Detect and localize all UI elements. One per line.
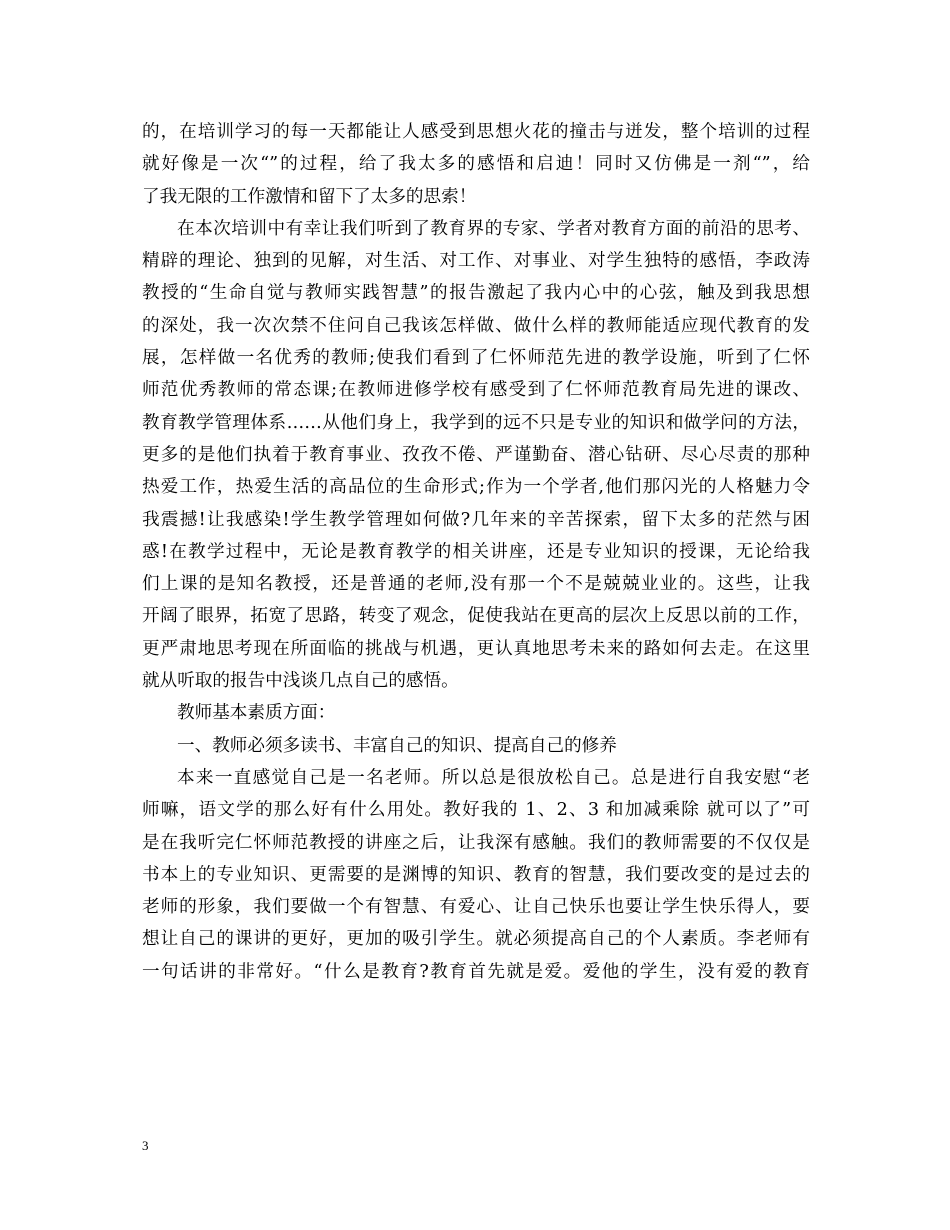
text-line: 师嘛，语文学的那么好有什么用处。教好我的 1、2、3 和加减乘除 就可以了”可 bbox=[142, 800, 810, 821]
text-line: 精辟的理论、独到的见解，对生活、对工作、对事业、对学生独特的感悟，李政涛 bbox=[142, 251, 810, 272]
text-line: 更严肃地思考现在所面临的挑战与机遇，更认真地思考未来的路如何去走。在这里 bbox=[142, 638, 810, 659]
text-line: 我震撼!让我感染!学生教学管理如何做?几年来的辛苦探索，留下太多的茫然与困 bbox=[142, 509, 810, 530]
text-line: 开阔了眼界，拓宽了思路，转变了观念，促使我站在更高的层次上反思以前的工作， bbox=[142, 606, 810, 627]
text-line: 的深处，我一次次禁不住问自己我该怎样做、做什么样的教师能适应现代教育的发 bbox=[142, 315, 810, 336]
text-line: 惑!在教学过程中，无论是教育教学的相关讲座，还是专业知识的授课，无论给我 bbox=[142, 541, 810, 562]
text-line: 是在我听完仁怀师范教授的讲座之后，让我深有感触。我们的教师需要的不仅仅是 bbox=[142, 832, 810, 853]
text-line: 教师基本素质方面： bbox=[177, 703, 336, 724]
text-line: 了我无限的工作激情和留下了太多的思索！ bbox=[142, 186, 477, 207]
text-line: 本来一直感觉自己是一名老师。所以总是很放松自己。总是进行自我安慰“老 bbox=[177, 767, 810, 788]
text-line: 教授的“生命自觉与教师实践智慧”的报告激起了我内心中的心弦，触及到我思想 bbox=[142, 283, 810, 304]
text-line: 一、教师必须多读书、丰富自己的知识、提高自己的修养 bbox=[177, 735, 617, 756]
page-number: 3 bbox=[142, 1138, 149, 1153]
text-line: 热爱工作，热爱生活的高品位的生命形式;作为一个学者,他们那闪光的人格魅力令 bbox=[142, 477, 810, 498]
text-line: 的，在培训学习的每一天都能让人感受到思想火花的撞击与迸发，整个培训的过程 bbox=[142, 122, 810, 142]
text-line: 展，怎样做一名优秀的教师;使我们看到了仁怀师范先进的教学设施，听到了仁怀 bbox=[142, 348, 810, 369]
text-line: 就从听取的报告中浅谈几点自己的感悟。 bbox=[142, 671, 459, 692]
text-line: 师范优秀教师的常态课;在教师进修学校有感受到了仁怀师范教育局先进的课改、 bbox=[142, 380, 810, 401]
text-line: 书本上的专业知识、更需要的是渊博的知识、教育的智慧，我们要改变的是过去的 bbox=[142, 864, 810, 885]
text-line: 想让自己的课讲的更好，更加的吸引学生。就必须提高自己的个人素质。李老师有 bbox=[142, 929, 810, 950]
text-line: 教育教学管理体系……从他们身上，我学到的远不只是专业的知识和做学问的方法， bbox=[142, 412, 810, 433]
text-line: 在本次培训中有幸让我们听到了教育界的专家、学者对教育方面的前沿的思考、 bbox=[177, 218, 810, 239]
text-line: 老师的形象，我们要做一个有智慧、有爱心、让自己快乐也要让学生快乐得人，要 bbox=[142, 897, 810, 918]
text-line: 一句话讲的非常好。“什么是教育?教育首先就是爱。爱他的学生，没有爱的教育 bbox=[142, 961, 810, 982]
text-line: 们上课的是知名教授，还是普通的老师,没有那一个不是兢兢业业的。这些，让我 bbox=[142, 574, 810, 595]
text-line: 更多的是他们执着于教育事业、孜孜不倦、严谨勤奋、潜心钻研、尽心尽责的那种 bbox=[142, 444, 810, 465]
document-body bbox=[142, 116, 810, 988]
text-line: 就好像是一次“”的过程，给了我太多的感悟和启迪！同时又仿佛是一剂“”，给 bbox=[142, 154, 810, 175]
